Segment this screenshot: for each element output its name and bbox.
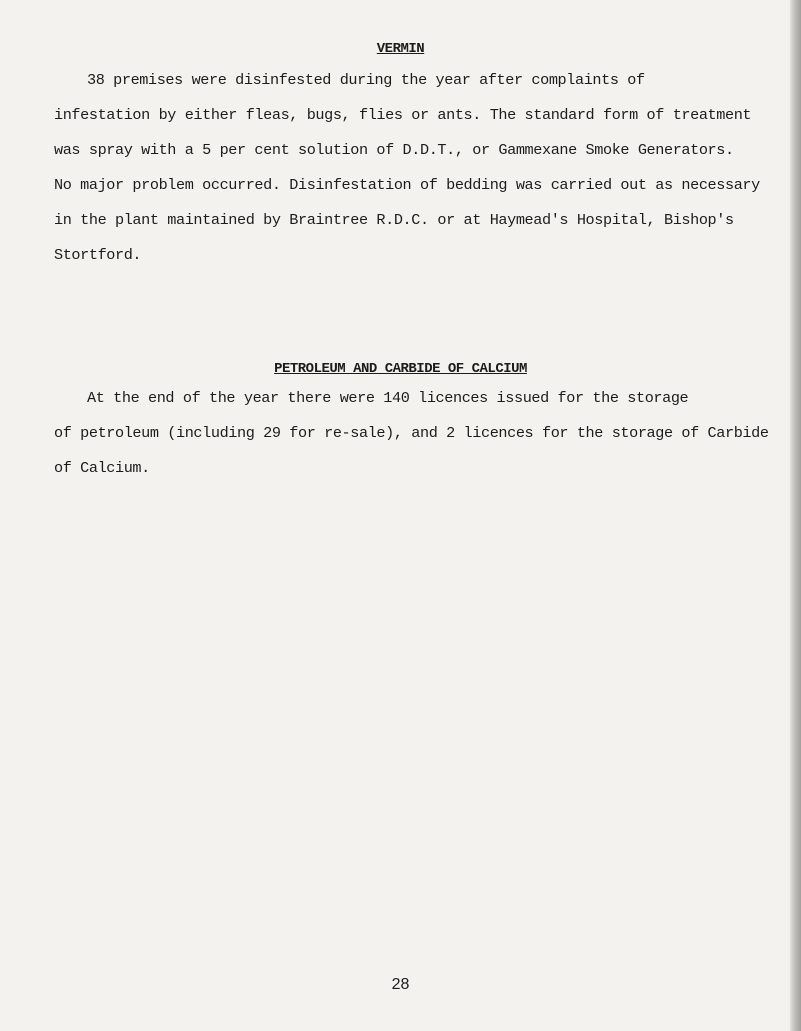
paragraph-line: of petroleum (including 29 for re-sale), and 2 licences for the storage of Carbide <box>54 424 769 442</box>
paragraph-line: 38 premises were disinfested during the year after complaints of <box>87 71 645 89</box>
paragraph-line: No major problem occurred. Disinfestation of bedding was carried out as necessary <box>54 176 760 194</box>
petroleum-paragraph <box>54 381 794 486</box>
paragraph-line: of Calcium. <box>54 459 150 477</box>
paragraph-line: At the end of the year there were 140 licences issued for the storage <box>87 389 689 407</box>
paragraph-line: infestation by either fleas, bugs, flies or ants. The standard form of treatment <box>54 106 752 124</box>
page-number: 28 <box>391 976 410 993</box>
vermin-paragraph <box>54 63 794 273</box>
paragraph-line: Stortford. <box>54 246 142 264</box>
section-heading-vermin: VERMIN <box>376 41 425 57</box>
paragraph-line: in the plant maintained by Braintree R.D.C. or at Haymead's Hospital, Bishop's <box>54 211 734 229</box>
section-heading-petroleum: PETROLEUM AND CARBIDE OF CALCIUM <box>274 361 527 377</box>
paragraph-line: was spray with a 5 per cent solution of D.D.T., or Gammexane Smoke Generators. <box>54 141 734 159</box>
binding-edge-shadow <box>790 0 801 1031</box>
